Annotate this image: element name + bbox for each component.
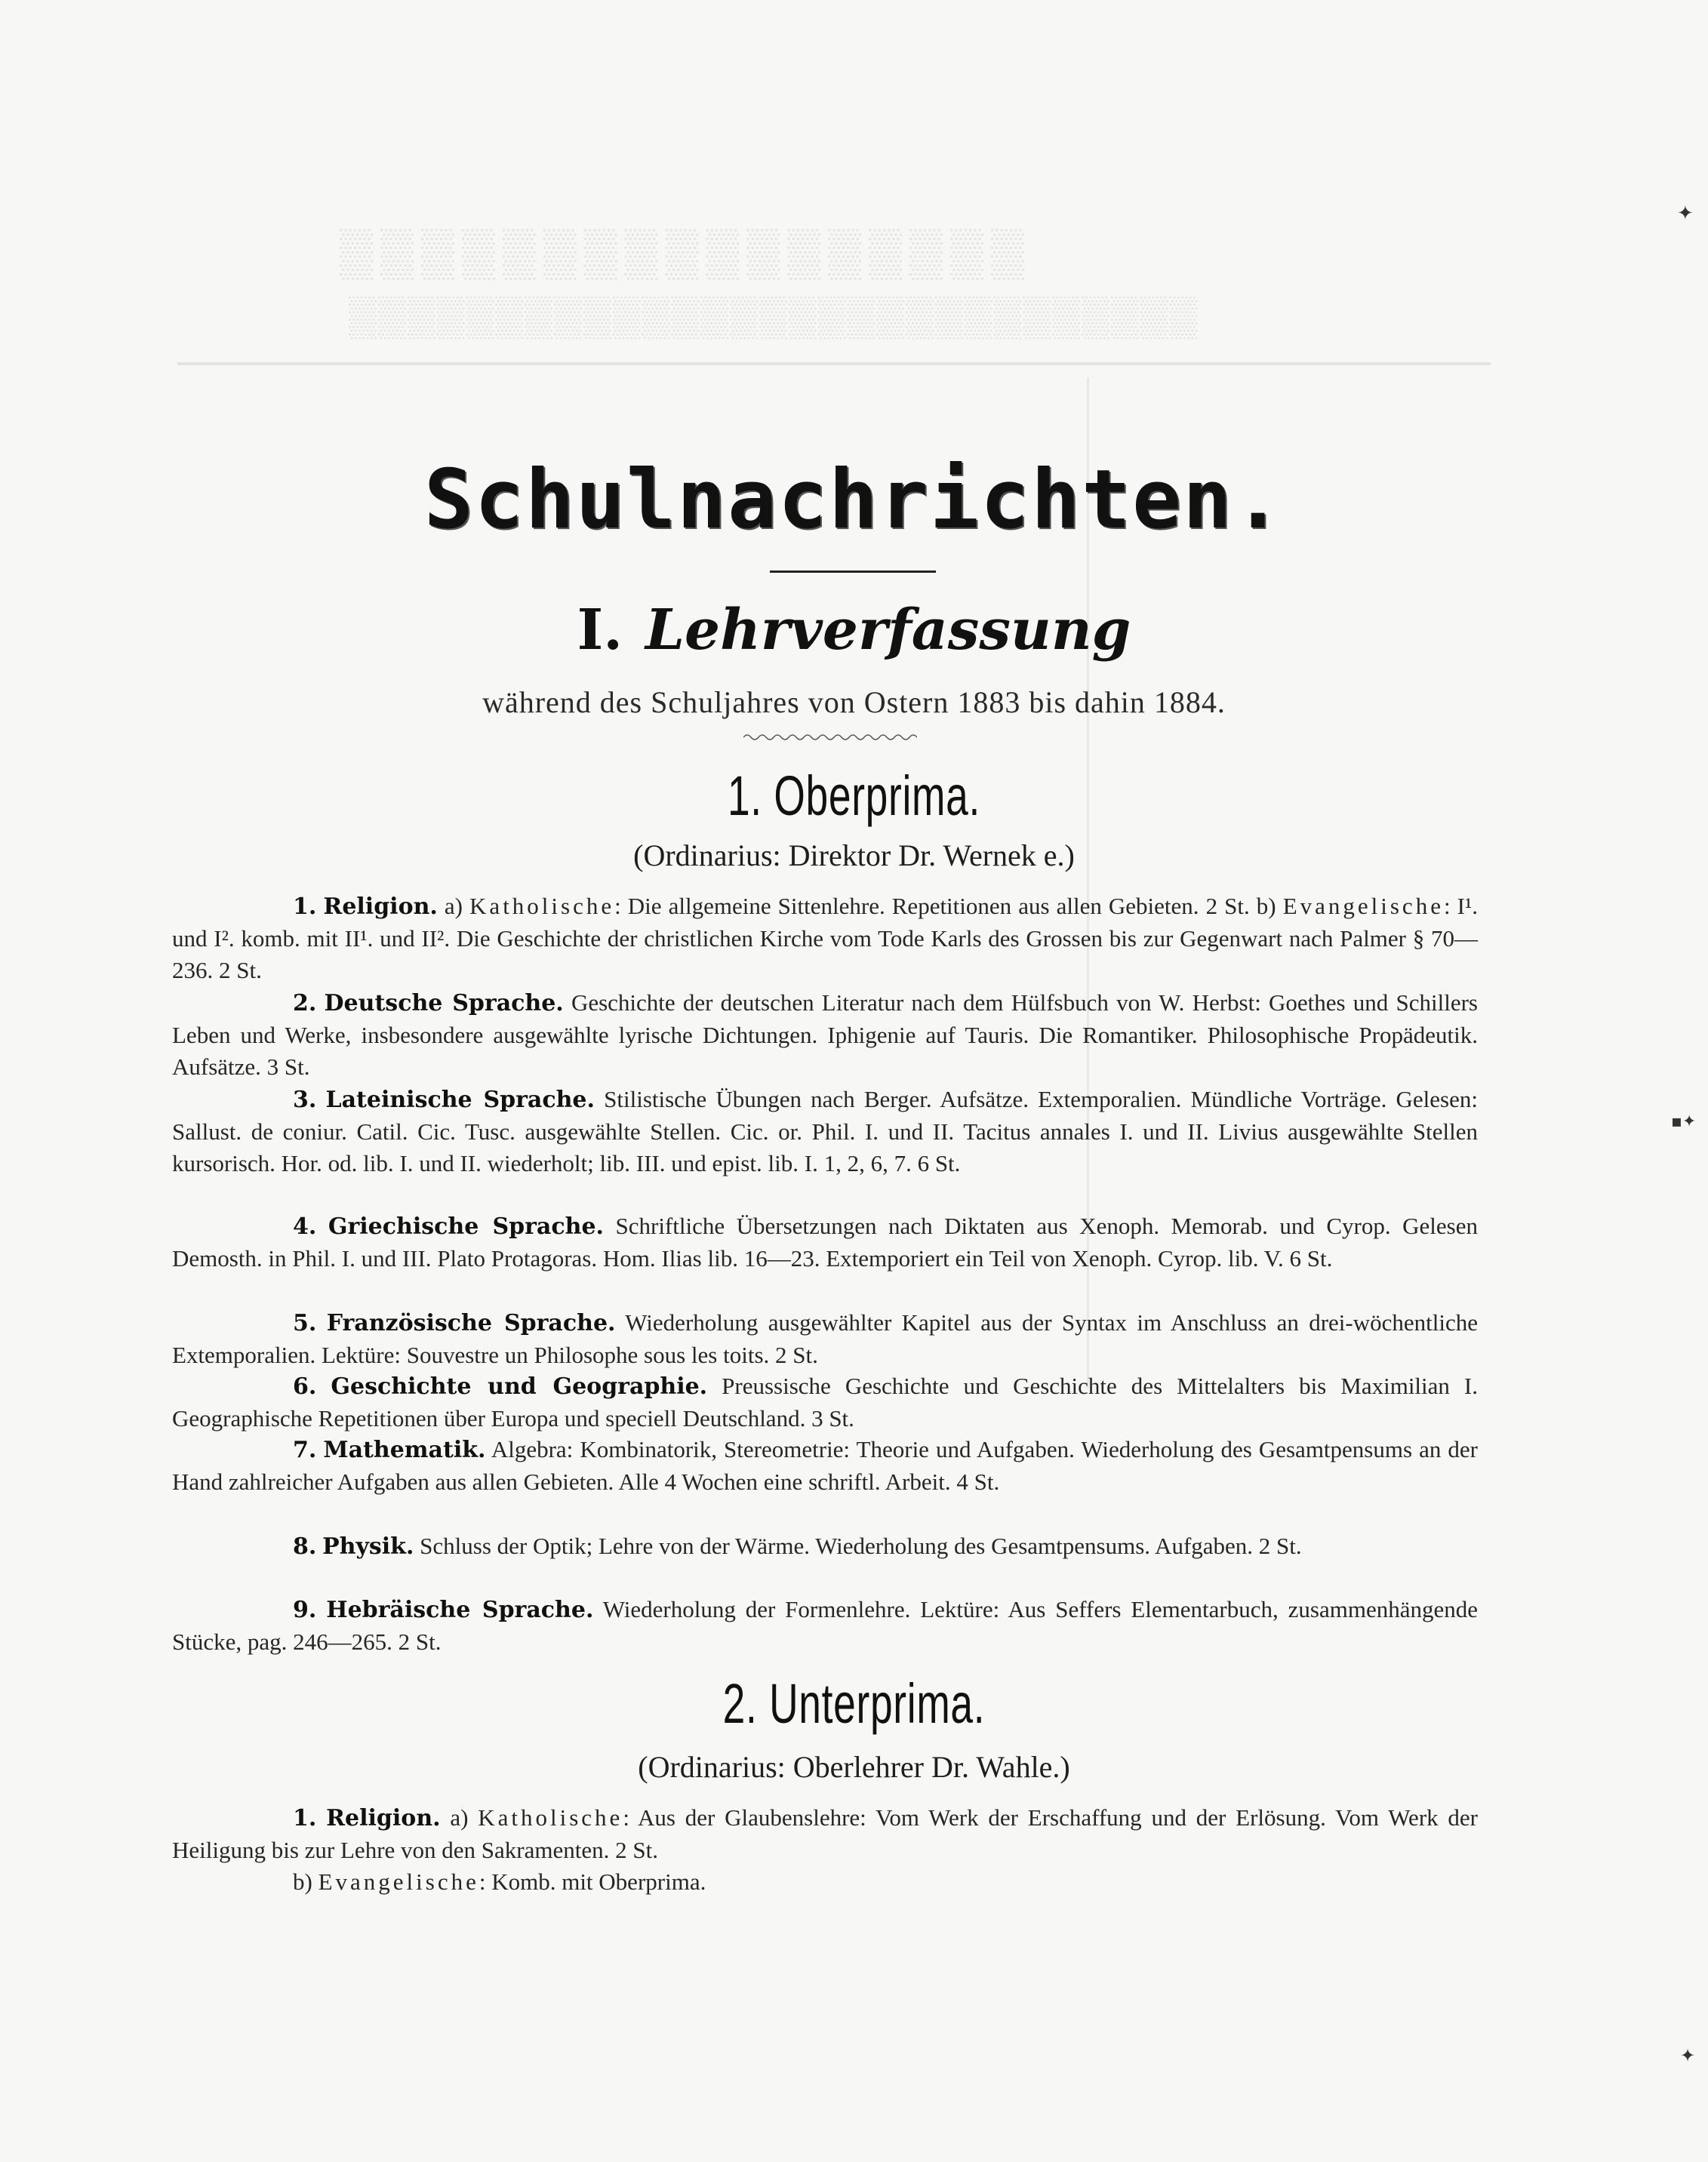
- section-heading: [0, 598, 1708, 663]
- subject-name: Hebräische Sprache.: [326, 1597, 594, 1623]
- section-title: Lehrverfassung: [645, 598, 1131, 663]
- subject-number: 8.: [293, 1533, 317, 1560]
- subject-griechisch: 4. Griechische Sprache. Schriftliche Übersetzungen nach Diktaten aus Xenoph. Memorab. und Cyrop. Gelesen Demosth. in Phil. I. und III. Plato Protagoras. Hom. Ilias lib. 16—23. Extemporiert ein Teil von Xenoph. Cyrop. lib. V. 6 St.: [172, 1213, 1478, 1272]
- class-heading-oberprima: 1. Oberprima.: [727, 764, 981, 827]
- subject-franzoesisch: 5. Französische Sprache. Wiederholung ausgewählter Kapitel aus der Syntax im Anschluss an drei-wöchentliche Extemporalien. Lektüre: Souvestre un Philosophe sous les toits. 2 St.: [172, 1309, 1479, 1368]
- scan-speck: ▪✦: [1671, 1112, 1697, 1131]
- subject-name: Religion.: [326, 1805, 441, 1831]
- subject-name: Geschichte und Geographie.: [331, 1373, 708, 1400]
- subject-name: Physik.: [322, 1533, 414, 1560]
- subject-physik: 8. Physik. Schluss der Optik; Lehre von der Wärme. Wiederholung des Gesamtpensums. Aufgaben. 2 St.: [293, 1533, 1302, 1560]
- subject-number: 9.: [293, 1597, 317, 1623]
- bleed-through-text: ▒▒▒▒▒▒▒▒▒▒▒▒▒▒▒▒▒▒▒▒▒▒▒▒▒▒▒▒▒: [347, 295, 1198, 338]
- class-heading-unterprima: 2. Unterprima.: [722, 1672, 986, 1735]
- subject-number: 1.: [293, 893, 317, 920]
- title-divider: [770, 570, 936, 573]
- subject-number: 6.: [293, 1373, 317, 1400]
- wavy-divider: [743, 732, 917, 743]
- ordinarius-oberprima: (Ordinarius: Direktor Dr. Wernek e.): [633, 838, 1075, 872]
- subject-latein: 3. Lateinische Sprache. Stilistische Übungen nach Berger. Aufsätze. Extemporalien. Mündliche Vorträge. Gelesen: Sallust. de coniur. Catil. Cic. Tusc. ausgewählte Stellen. Cic. or. Phil. I. und II. Tacitus annales I. und II. Livius ausgewählte Stellen kursorisch. Hor. od. lib. I. und II. wiederholt; lib. III. und epist. lib. I. 1, 2, 6, 7. 6 St.: [172, 1086, 1478, 1176]
- bleed-through-rule: [177, 362, 1491, 365]
- subject-geschichte: 6. Geschichte und Geographie. Preussische Geschichte und Geschichte des Mittelalters bis Maximilian I. Geographische Repetitionen über Europa und speciell Deutschland. 3 St.: [172, 1373, 1479, 1432]
- subject-religion-unterprima: 1. Religion. a) Katholische: Aus der Glaubenslehre: Vom Werk der Erschaffung und der Erlösung. Vom Werk der Heiligung bis zur Lehre von den Sakramenten. 2 St. b) Evangelische: Komb. mit Oberprima.: [172, 1804, 1479, 1895]
- subject-religion: 1. Religion. a) Katholische: Die allgemeine Sittenlehre. Repetitionen aus allen Gebieten. 2 St. b) Evangelische: I¹. und I². komb. mit II¹. und II². Die Geschichte der christlichen Kirche vom Tode Karls des Grossen bis zur Gegenwart nach Palmer § 70—236. 2 St.: [172, 893, 1478, 983]
- subject-number: 1.: [293, 1805, 317, 1831]
- subject-name: Französische Sprache.: [326, 1310, 616, 1336]
- subject-hebraeisch: 9. Hebräische Sprache. Wiederholung der Formenlehre. Lektüre: Aus Seffers Elementarbuch, zusammenhängende Stücke, pag. 246—265. 2 St.: [172, 1596, 1478, 1655]
- bleed-through-text: ▒▒▒▒▒▒▒▒▒▒▒▒▒▒▒▒▒: [332, 227, 1024, 278]
- section-number: I.: [577, 598, 623, 663]
- subject-number: 7.: [293, 1437, 317, 1463]
- subject-name: Religion.: [323, 893, 438, 920]
- subject-name: Mathematik.: [323, 1437, 486, 1463]
- ordinarius-unterprima: (Ordinarius: Oberlehrer Dr. Wahle.): [638, 1750, 1070, 1784]
- subject-number: 2.: [293, 990, 317, 1016]
- subject-deutsch: 2. Deutsche Sprache. Geschichte der deutschen Literatur nach dem Hülfsbuch von W. Herbst: Goethes und Schillers Leben und Werke, insbesondere ausgewählte lyrische Dichtungen. Iphigenie auf Tauris. Die Romantiker. Philosophische Propädeutik. Aufsätze. 3 St.: [172, 989, 1478, 1080]
- subject-number: 5.: [293, 1310, 317, 1336]
- subject-name: Lateinische Sprache.: [325, 1087, 595, 1113]
- subject-number: 3.: [293, 1087, 317, 1113]
- scan-speck: ✦: [1677, 202, 1694, 225]
- subject-name: Griechische Sprache.: [328, 1213, 604, 1240]
- page-title: Schulnachrichten.: [423, 453, 1285, 547]
- subject-name: Deutsche Sprache.: [324, 990, 564, 1016]
- section-subtitle: während des Schuljahres von Ostern 1883 bis dahin 1884.: [482, 685, 1226, 719]
- scan-speck: ✦: [1680, 2045, 1696, 2066]
- subject-mathematik: 7. Mathematik. Algebra: Kombinatorik, Stereometrie: Theorie und Aufgaben. Wiederholung des Gesamtpensums an der Hand zahlreicher Aufgaben aus allen Gebieten. Alle 4 Wochen eine schriftl. Arbeit. 4 St.: [172, 1436, 1479, 1495]
- subject-number: 4.: [293, 1213, 317, 1240]
